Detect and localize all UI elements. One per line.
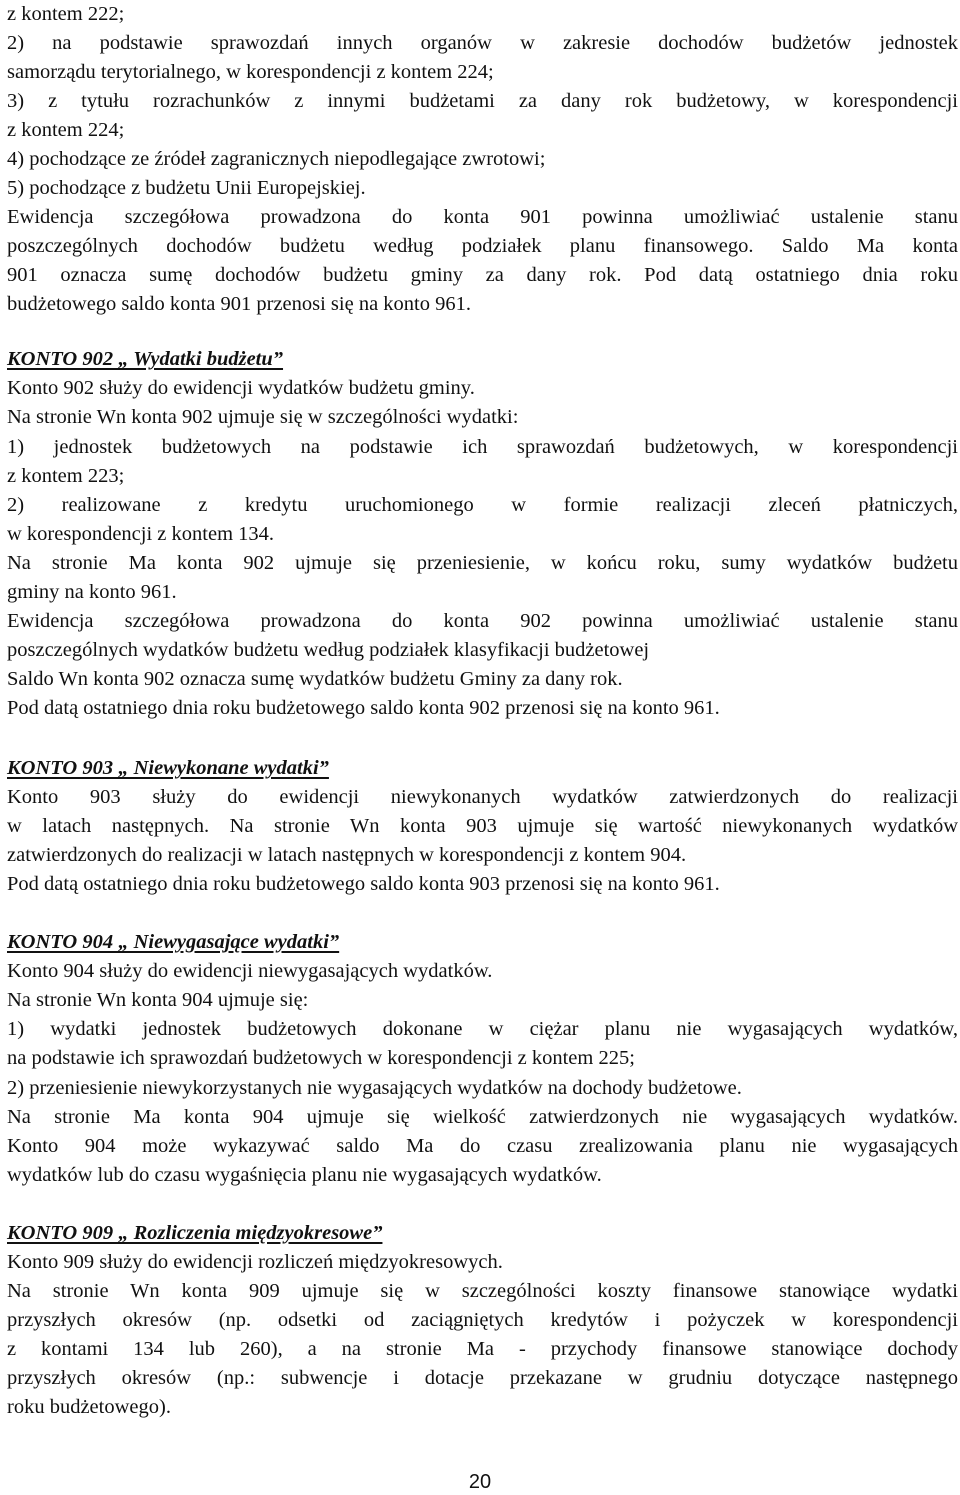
text-line: na podstawie ich sprawozdań budżetowych w korespondencji z kontem 225; [7,1047,635,1069]
section-heading-konto-909: KONTO 909 „ Rozliczenia międzyokresowe” [7,1222,383,1244]
text-line: Konto 904 służy do ewidencji niewygasających wydatków. [7,960,493,982]
text-line: zatwierdzonych do realizacji w latach następnych w korespondencji z kontem 904. [7,844,687,866]
text-line: budżetowego saldo konta 901 przenosi się na konto 961. [7,293,472,315]
text-line: przyszłych okresów (np. odsetki od zaciągniętych kredytów i pożyczek w korespondencji [7,1309,958,1331]
text-line: z kontem 223; [7,465,125,487]
text-line: Na stronie Wn konta 902 ujmuje się w szczególności wydatki: [7,406,519,428]
text-line: Konto 902 służy do ewidencji wydatków budżetu gminy. [7,377,475,399]
page-number: 20 [468,1471,492,1493]
text-line: Pod datą ostatniego dnia roku budżetowego saldo konta 902 przenosi się na konto 961. [7,697,720,719]
text-line: w korespondencji z kontem 134. [7,523,275,545]
text-line: 5) pochodzące z budżetu Unii Europejskiej. [7,177,366,199]
text-line: Konto 904 może wykazywać saldo Ma do czasu zrealizowania planu nie wygasających [7,1135,958,1157]
section-heading-konto-903: KONTO 903 „ Niewykonane wydatki” [7,757,329,779]
text-line: 2) na podstawie sprawozdań innych organów w zakresie dochodów budżetów jednostek [7,32,958,54]
text-line: poszczególnych wydatków budżetu według podziałek klasyfikacji budżetowej [7,639,650,661]
text-line: samorządu terytorialnego, w korespondencji z kontem 224; [7,61,494,83]
text-line: z kontem 224; [7,119,125,141]
text-line: Na stronie Wn konta 904 ujmuje się: [7,989,309,1011]
text-line: Ewidencja szczegółowa prowadzona do konta 902 powinna umożliwiać ustalenie stanu [7,610,958,632]
text-line: 901 oznacza sumę dochodów budżetu gminy za dany rok. Pod datą ostatniego dnia roku [7,264,958,286]
text-line: 2) przeniesienie niewykorzystanych nie wygasających wydatków na dochody budżetowe. [7,1077,742,1099]
text-line: Konto 909 służy do ewidencji rozliczeń międzyokresowych. [7,1251,503,1273]
text-line: gminy na konto 961. [7,581,177,603]
text-line: z kontami 134 lub 260), a na stronie Ma - przychody finansowe stanowiące dochody [7,1338,958,1360]
text-line: Na stronie Ma konta 904 ujmuje się wielkość zatwierdzonych nie wygasających wydatków. [7,1106,958,1128]
text-line: Na stronie Wn konta 909 ujmuje się w szczególności koszty finansowe stanowiące wydatki [7,1280,958,1302]
section-heading-konto-902: KONTO 902 „ Wydatki budżetu” [7,348,284,370]
text-line: 2) realizowane z kredytu uruchomionego w formie realizacji zleceń płatniczych, [7,494,958,516]
text-line: Pod datą ostatniego dnia roku budżetowego saldo konta 903 przenosi się na konto 961. [7,873,720,895]
text-line: 3) z tytułu rozrachunków z innymi budżetami za dany rok budżetowy, w korespondencji [7,90,958,112]
text-line: roku budżetowego). [7,1396,171,1418]
text-line: przyszłych okresów (np.: subwencje i dotacje przekazane w grudniu dotyczące następnego [7,1367,958,1389]
text-line: 4) pochodzące ze źródeł zagranicznych niepodlegające zwrotowi; [7,148,546,170]
text-line: Saldo Wn konta 902 oznacza sumę wydatków budżetu Gminy za dany rok. [7,668,623,690]
text-line: Ewidencja szczegółowa prowadzona do konta 901 powinna umożliwiać ustalenie stanu [7,206,958,228]
text-line: 1) wydatki jednostek budżetowych dokonane w ciężar planu nie wygasających wydatków, [7,1018,958,1040]
text-line: 1) jednostek budżetowych na podstawie ich sprawozdań budżetowych, w korespondencji [7,436,958,458]
text-line: wydatków lub do czasu wygaśnięcia planu nie wygasających wydatków. [7,1164,602,1186]
text-line: z kontem 222; [7,3,125,25]
text-line: Na stronie Ma konta 902 ujmuje się przeniesienie, w końcu roku, sumy wydatków budżetu [7,552,958,574]
text-line: w latach następnych. Na stronie Wn konta 903 ujmuje się wartość niewykonanych wydatków [7,815,958,837]
section-heading-konto-904: KONTO 904 „ Niewygasające wydatki” [7,931,340,953]
text-line: Konto 903 służy do ewidencji niewykonanych wydatków zatwierdzonych do realizacji [7,786,958,808]
text-line: poszczególnych dochodów budżetu według podziałek planu finansowego. Saldo Ma konta [7,235,958,257]
